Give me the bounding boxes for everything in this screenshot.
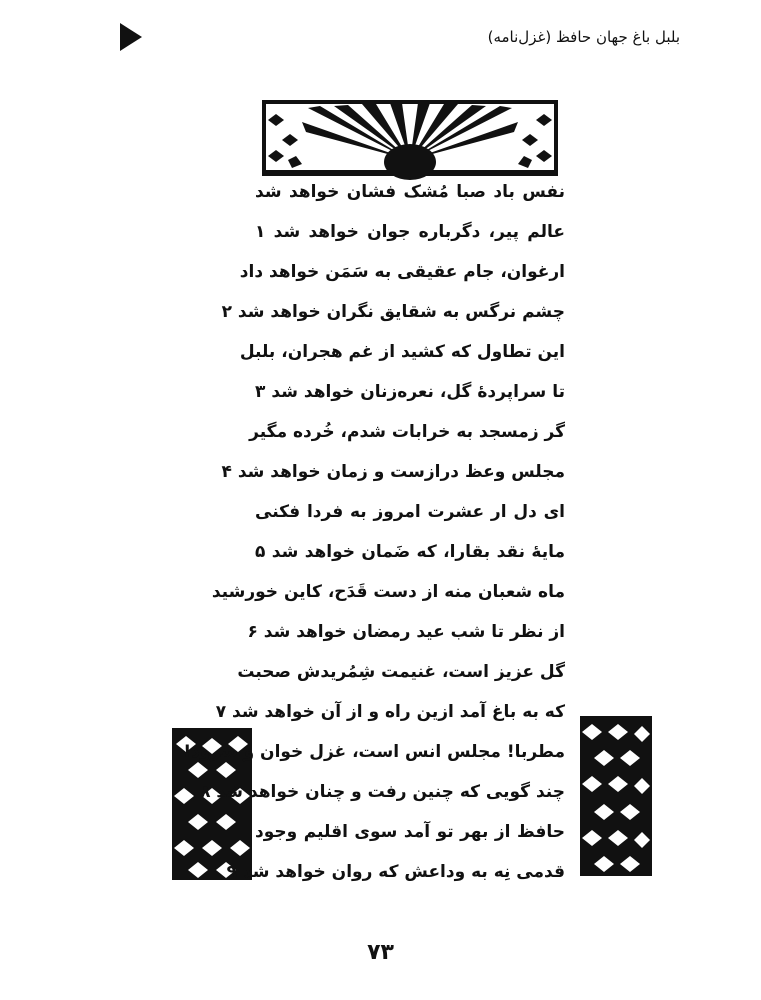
poem-line: تا سراپردهٔ گل، نعره‌زنان خواهد شد ۳ [255, 382, 565, 402]
geometric-pattern-icon [580, 716, 652, 876]
poem-line: ماه شعبان منه از دست قَدَح، کاین خورشید [211, 582, 565, 602]
poem-line: ارغوان، جام عقیقی به سَمَن خواهد داد [239, 262, 565, 282]
poem-line: مایهٔ نقد بقارا، که ضَمان خواهد شد ۵ [255, 542, 565, 562]
sunburst-ornament-icon [262, 100, 558, 176]
poem-line: گل عزیز است، غنیمت شِمُریدش صحبت [237, 662, 565, 682]
poem-line: نفس باد صبا مُشک فشان خواهد شد [255, 182, 565, 202]
poem-line: مطربا! مجلس انس است، غزل خوان و سرود! [183, 742, 565, 762]
poem-line: چشم نرگس به شقایق نگران خواهد شد ۲ [221, 302, 565, 322]
poem-line: ای دل ار عشرت امروز به فردا فکنی [255, 502, 565, 522]
page-number: ۷۳ [367, 940, 394, 965]
poem-line: مجلس وعظ درازست و زمان خواهد شد ۴ [221, 462, 565, 482]
book-title: بلبل باغ جهان حافظ (غزل‌نامه) [487, 28, 680, 46]
poem-line: حافظ از بهر تو آمد سوی اقلیم وجود [255, 822, 565, 842]
poem-line: عالم پیر، دگرباره جوان خواهد شد ۱ [255, 222, 565, 242]
triangle-arrow-icon [120, 23, 142, 51]
poem-line: این تطاول که کشید از غم هجران، بلبل [239, 342, 565, 362]
poem-line: که به باغ آمد ازین راه و از آن خواهد شد ۷ [215, 702, 565, 722]
running-header [120, 22, 680, 52]
poem-line: قدمی نِه به وداعش که روان خواهد شد ۹ [226, 862, 565, 882]
poem-line: گر زمسجد به خرابات شدم، خُرده مگیر [249, 422, 565, 442]
poem-line: از نظر تا شب عید رمضان خواهد شد ۶ [247, 622, 565, 642]
poem-line: چند گویی که چنین رفت و چنان خواهد شد ۸ [200, 782, 565, 802]
poem-text [183, 172, 565, 892]
